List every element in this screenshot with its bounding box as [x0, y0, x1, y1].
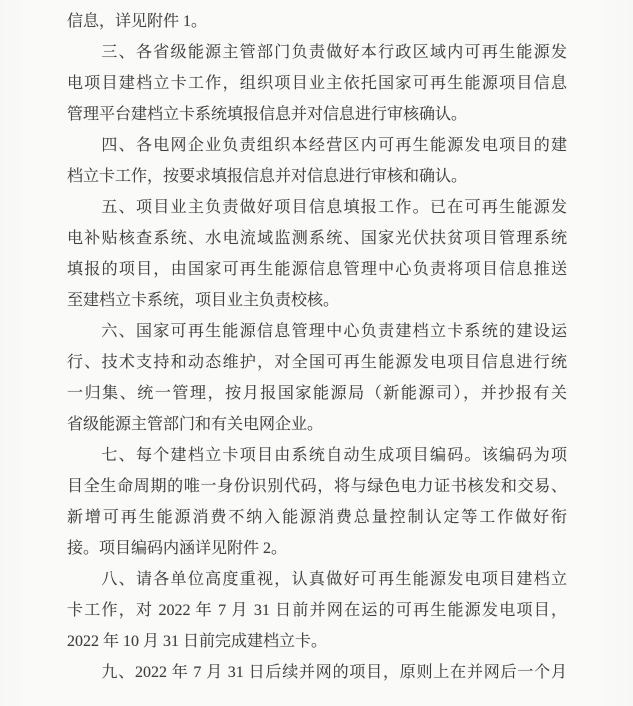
text-line: 卡工作，对 2022 年 7 月 31 日前并网在运的可再生能源发电项目， [67, 602, 567, 619]
text-line: 目全生命周期的唯一身份识别代码，将与绿色电力证书核发和交易、 [67, 478, 567, 495]
text-line: 六、国家可再生能源信息管理中心负责建档立卡系统的建设运 [101, 323, 567, 340]
document-body [67, 6, 567, 688]
text-line: 电补贴核查系统、水电流域监测系统、国家光伏扶贫项目管理系统 [67, 230, 567, 247]
text-line: 省级能源主管部门和有关电网企业。 [67, 416, 324, 433]
text-line: 至建档立卡系统，项目业主负责校核。 [67, 292, 340, 309]
text-line: 管理平台建档立卡系统填报信息并对信息进行审核确认。 [67, 106, 468, 123]
text-line: 一归集、统一管理，按月报国家能源局（新能源司），并抄报有关 [67, 385, 567, 402]
text-line: 行、技术支持和动态维护，对全国可再生能源发电项目信息进行统 [67, 354, 567, 371]
text-line: 信息，详见附件 1。 [67, 13, 208, 30]
text-line: 五、项目业主负责做好项目信息填报工作。已在可再生能源发 [101, 199, 567, 216]
text-line: 2022 年 10 月 31 日前完成建档立卡。 [67, 633, 328, 650]
text-line: 电项目建档立卡工作，组织项目业主依托国家可再生能源项目信息 [67, 75, 567, 92]
text-line: 新增可再生能源消费不纳入能源消费总量控制认定等工作做好衔 [67, 509, 567, 526]
text-line: 接。项目编码内涵详见附件 2。 [67, 540, 288, 557]
text-line: 八、请各单位高度重视，认真做好可再生能源发电项目建档立 [101, 571, 567, 588]
text-line: 九、2022 年 7 月 31 日后续并网的项目，原则上在并网后一个月 [101, 664, 567, 681]
text-line: 四、各电网企业负责组织本经营区内可再生能源发电项目的建 [101, 137, 567, 154]
text-line: 档立卡工作，按要求填报信息并对信息进行审核和确认。 [67, 168, 468, 185]
text-line: 填报的项目，由国家可再生能源信息管理中心负责将项目信息推送 [67, 261, 567, 278]
text-line: 七、每个建档立卡项目由系统自动生成项目编码。该编码为项 [101, 447, 567, 464]
text-line: 三、各省级能源主管部门负责做好本行政区域内可再生能源发 [101, 44, 567, 61]
